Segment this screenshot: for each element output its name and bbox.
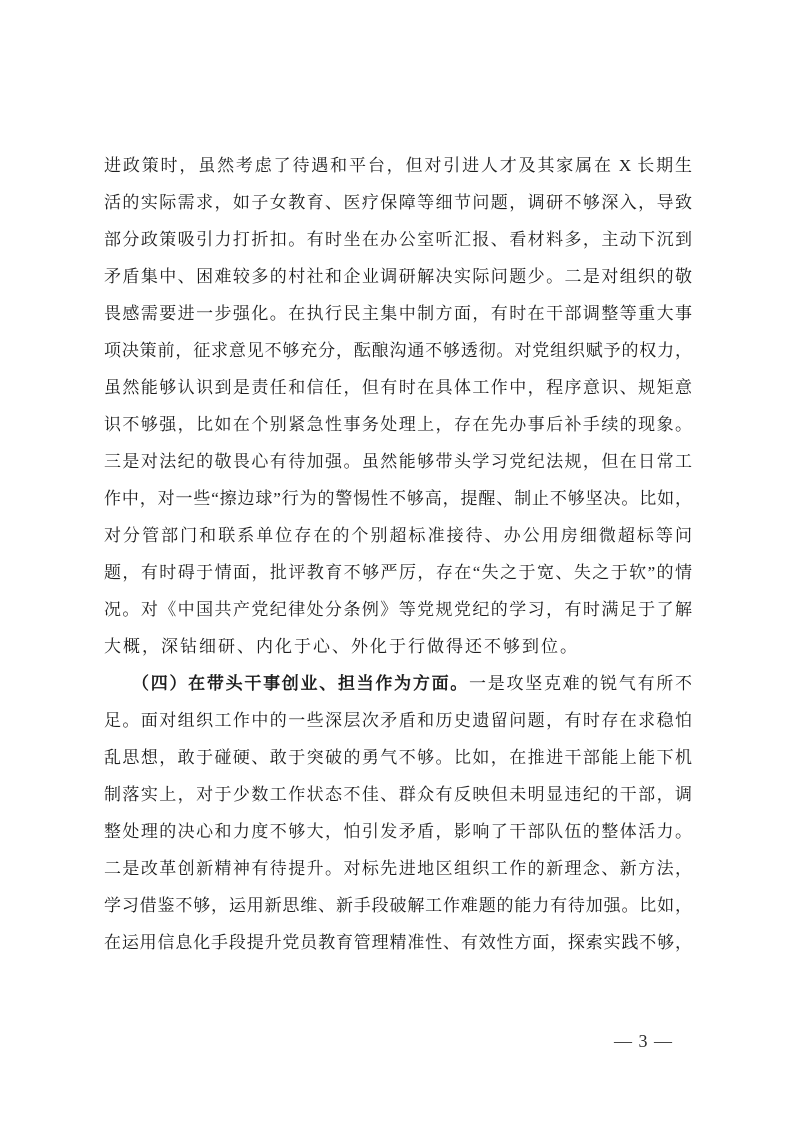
body-line: 足。面对组织工作中的一些深层次矛盾和历史遗留问题，有时存在求稳怕: [104, 711, 692, 730]
body-line-section-heading: [104, 665, 692, 702]
body-line: 活的实际需求，如子女教育、医疗保障等细节问题，调研不够深入，导致: [104, 193, 692, 212]
body-line-paragraph-end: 大概，深钻细研、内化于心、外化于行做得还不够到位。: [104, 637, 579, 656]
body-line: 部分政策吸引力打折扣。有时坐在办公室听汇报、看材料多，主动下沉到: [104, 230, 692, 249]
body-line: 畏感需要进一步强化。在执行民主集中制方面，有时在干部调整等重大事: [104, 304, 692, 323]
document-body: [104, 147, 692, 961]
body-line: 况。对《中国共产党纪律处分条例》等党规党纪的学习，有时满足于了解: [104, 600, 692, 619]
body-line: 题，有时碍于情面，批评教育不够严厉，存在“失之于宽、失之于软”的情: [104, 563, 692, 582]
section-heading-rest: 一是攻坚克难的锐气有所不: [469, 674, 692, 693]
body-line: 进政策时，虽然考虑了待遇和平台，但对引进人才及其家属在 X 长期生: [104, 156, 692, 175]
body-line: 乱思想，敢于碰硬、敢于突破的勇气不够。比如，在推进干部能上能下机: [104, 748, 692, 767]
section-heading-bold: （四）在带头干事创业、担当作为方面。: [132, 674, 470, 693]
body-line: 三是对法纪的敬畏心有待加强。虽然能够带头学习党纪法规，但在日常工: [104, 452, 692, 471]
body-line: 学习借鉴不够，运用新思维、新手段破解工作难题的能力有待加强。比如，: [104, 896, 692, 915]
body-line: 项决策前，征求意见不够充分，酝酿沟通不够透彻。对党组织赋予的权力，: [104, 341, 692, 360]
body-line: 整处理的决心和力度不够大，怕引发矛盾，影响了干部队伍的整体活力。: [104, 822, 692, 841]
body-line: 矛盾集中、困难较多的村社和企业调研解决实际问题少。二是对组织的敬: [104, 267, 692, 286]
page-number: — 3 —: [614, 1031, 673, 1051]
body-line: 识不够强，比如在个别紧急性事务处理上，存在先办事后补手续的现象。: [104, 415, 692, 434]
body-line: 二是改革创新精神有待提升。对标先进地区组织工作的新理念、新方法，: [104, 859, 692, 878]
body-line: 作中，对一些“擦边球”行为的警惕性不够高，提醒、制止不够坚决。比如，: [104, 489, 692, 508]
body-line: 对分管部门和联系单位存在的个别超标准接待、办公用房细微超标等问: [104, 526, 692, 545]
body-line: 虽然能够认识到是责任和信任，但有时在具体工作中，程序意识、规矩意: [104, 378, 692, 397]
body-line: 制落实上，对于少数工作状态不佳、群众有反映但未明显违纪的干部，调: [104, 785, 692, 804]
body-line: 在运用信息化手段提升党员教育管理精准性、有效性方面，探索实践不够，: [104, 933, 692, 952]
